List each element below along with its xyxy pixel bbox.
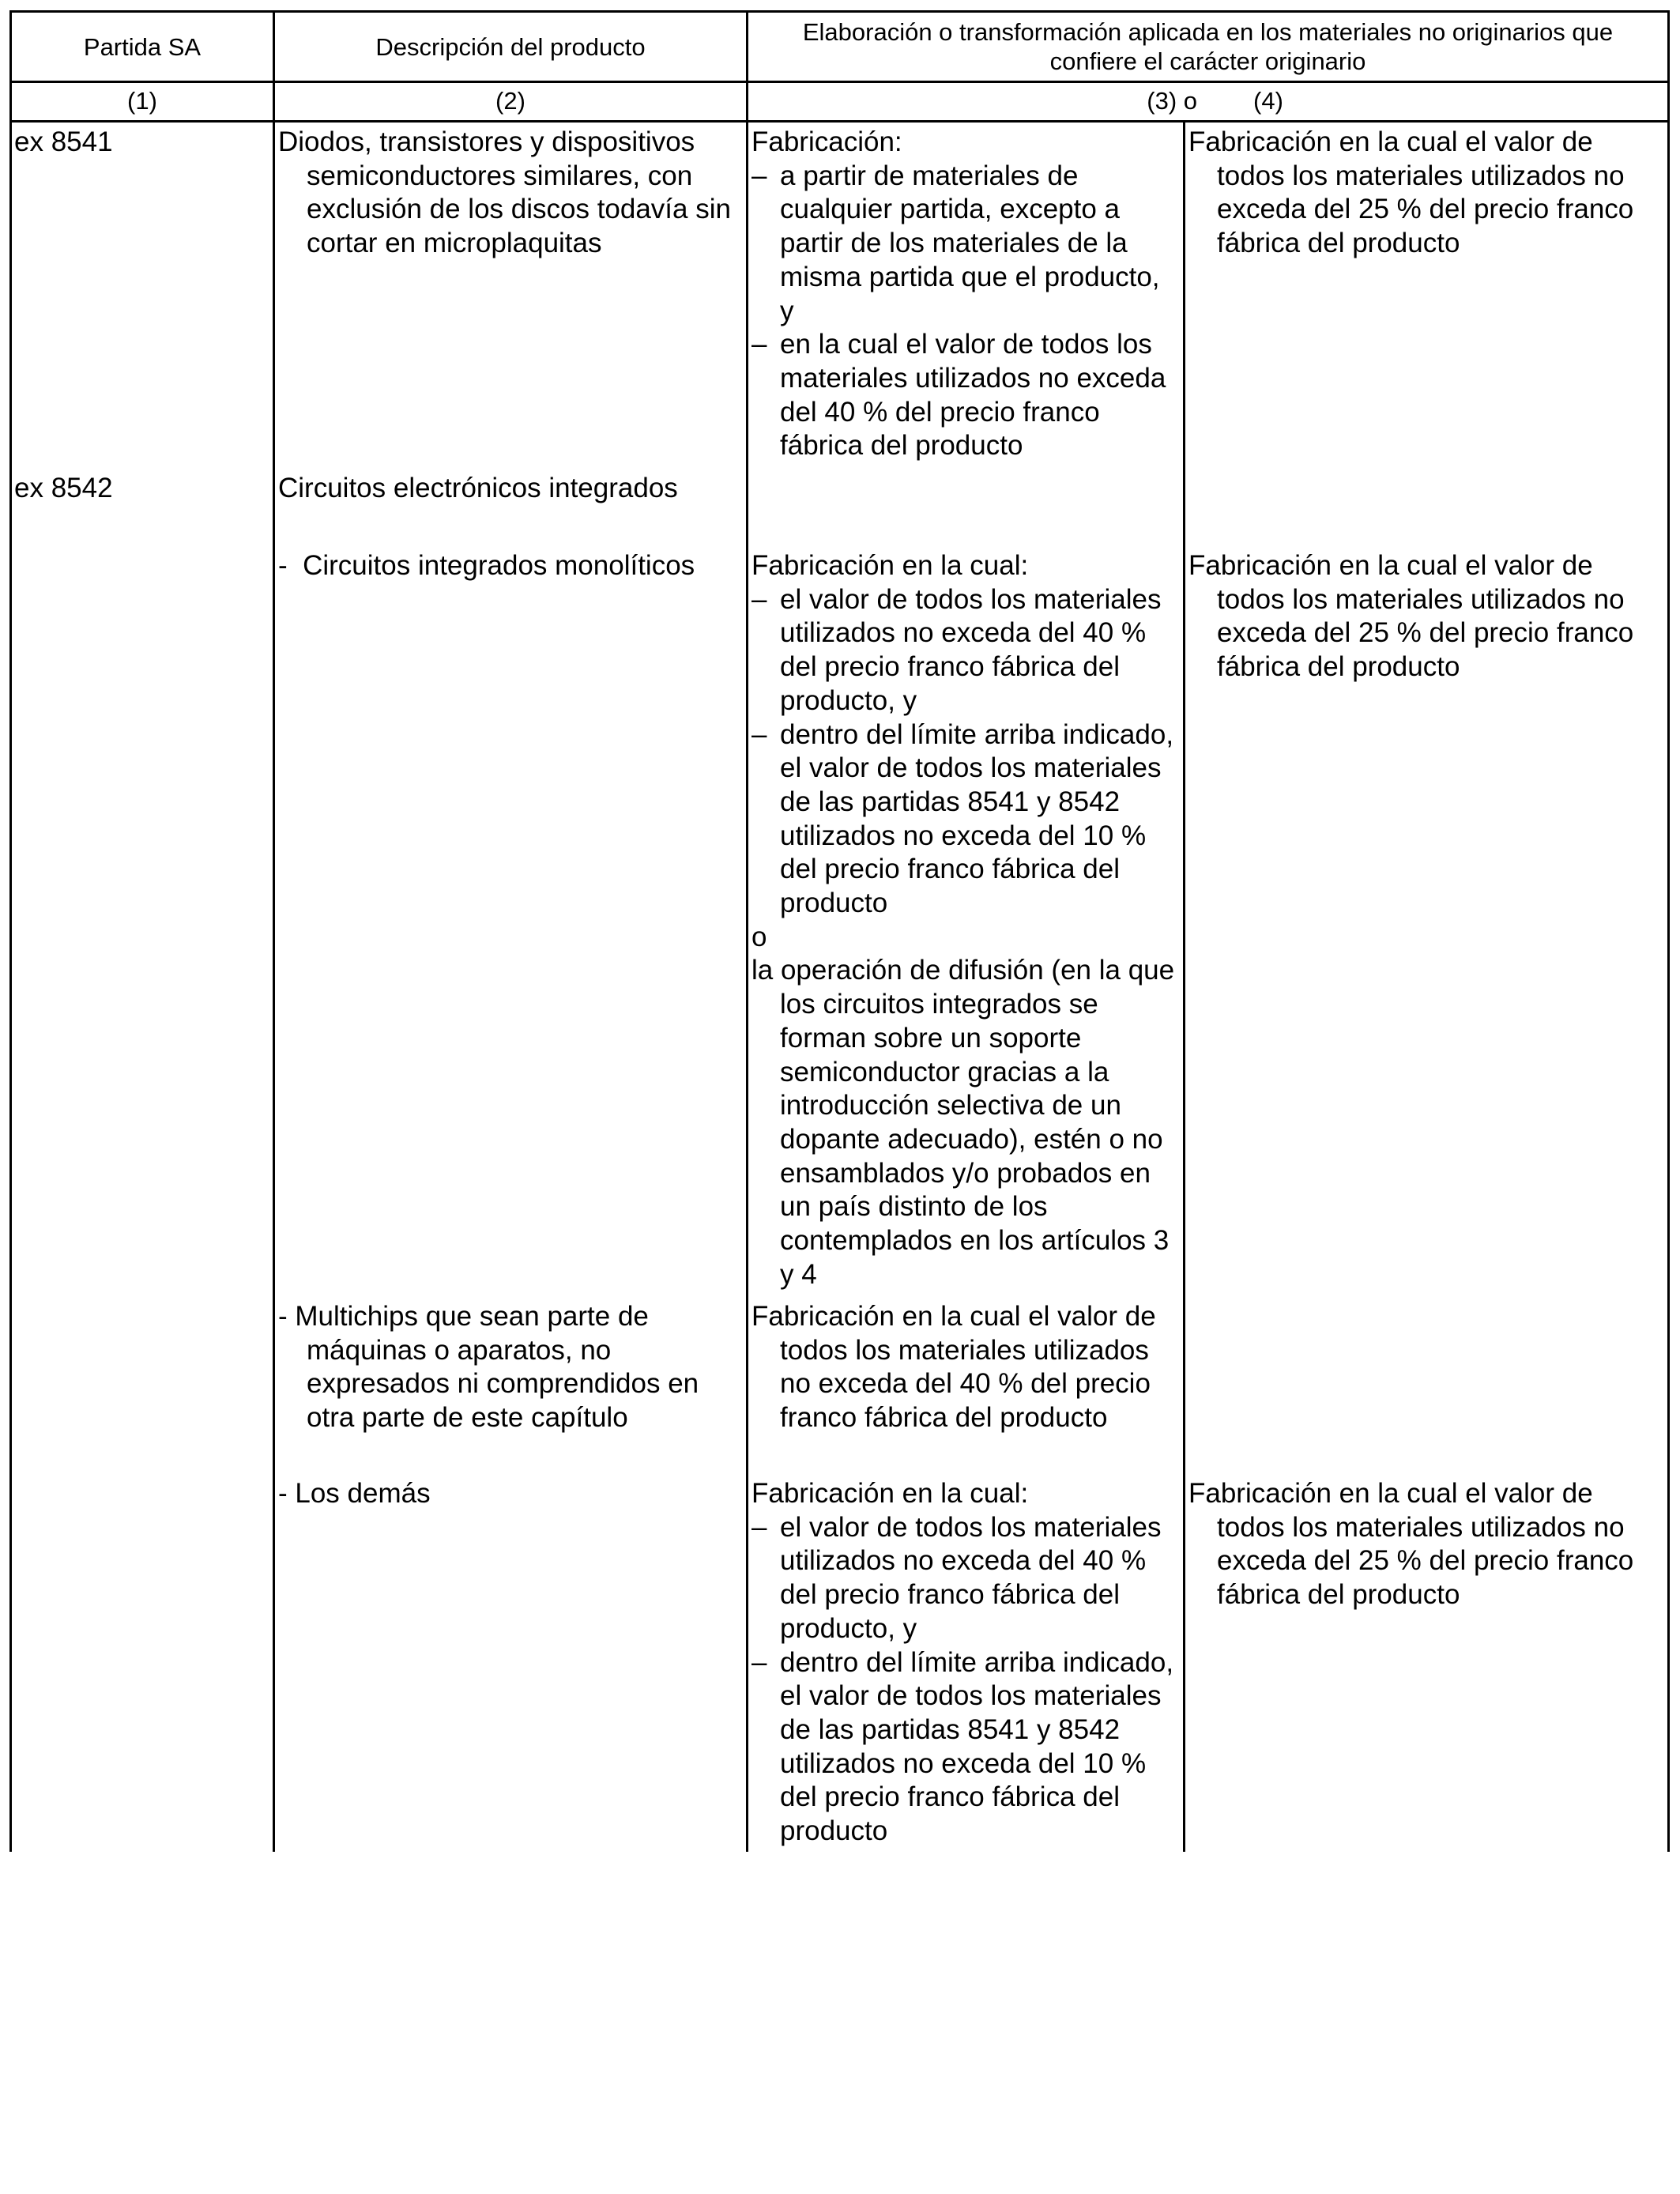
row-8541-partida: ex 8541 (14, 126, 113, 157)
row-8541-col4 (1188, 126, 1664, 261)
column-number-divider (9, 120, 1670, 123)
row-8541-col3-item-1-text: a partir de materiales de cualquier partida, excepto a partir de los materiales de la misma partida que el producto, y (780, 160, 1160, 326)
row-los-demas-col3-intro: Fabricación en la cual: (751, 1478, 1029, 1509)
column-divider-1-2 (273, 10, 275, 1852)
header-divider (9, 81, 1670, 83)
row-monoliticos-col3-intro: Fabricación en la cual: (751, 550, 1029, 581)
row-multichips-descripcion-text: - Multichips que sean parte de máquinas o aparatos, no expresados ni comprendidos en otra parte de este capítulo (278, 1301, 699, 1434)
column-number-1: (1) (127, 87, 157, 115)
column-number-4: (4) (1253, 87, 1283, 115)
row-los-demas-col3-item-1 (751, 1511, 1180, 1646)
row-los-demas-col3-item-2-text: dentro del límite arriba indicado, el valor de todos los materiales de las partidas 8541 y 8542 utilizados no exceda del 10 % del precio franco fábrica del producto (780, 1646, 1174, 1847)
table-border-right (1667, 10, 1670, 1852)
row-monoliticos-col3-item-2 (751, 718, 1180, 921)
row-los-demas-descripcion (278, 1477, 743, 1511)
row-los-demas-col3 (751, 1477, 1180, 1849)
row-8541-col3 (751, 126, 1180, 463)
dash-glyph: – (751, 718, 767, 750)
row-monoliticos-col3-alt: la operación de difusión (en la que los circuitos integrados se forman sobre un soporte semiconductor gracias a la introducción selectiva de un dopante adecuado), estén o no ensamblados y/o probados en un país distinto de los contemplados en los artículos 3 y 4 (751, 955, 1175, 1290)
column-numbers-3-4 (0, 87, 1680, 115)
row-los-demas-col4 (1188, 1477, 1664, 1612)
row-monoliticos-col3-or: o (751, 921, 767, 952)
column-number-3: (3) o (1147, 87, 1197, 115)
column-divider-3-4 (1183, 120, 1185, 1852)
dash-glyph: – (751, 160, 767, 191)
row-los-demas-col4-text: Fabricación en la cual el valor de todos los materiales utilizados no exceda del 25 % del precio franco fábrica del producto (1188, 1478, 1634, 1611)
header-descripcion-producto: Descripción del producto (375, 32, 646, 61)
row-8542-partida: ex 8542 (14, 473, 113, 503)
column-divider-2-3 (746, 10, 748, 1852)
header-partida-sa: Partida SA (83, 32, 202, 61)
header-elaboracion-transformacion: Elaboración o transformación aplicada en los materiales no originarios que confiere el carácter originario (802, 18, 1614, 75)
row-8541-col3-item-1 (751, 160, 1180, 329)
row-monoliticos-col4-text: Fabricación en la cual el valor de todos los materiales utilizados no exceda del 25 % del precio franco fábrica del producto (1188, 550, 1634, 683)
row-8542-descripcion (278, 472, 743, 506)
row-multichips-col3-text: Fabricación en la cual el valor de todos los materiales utilizados no exceda del 40 % del precio franco fábrica del producto (751, 1301, 1156, 1434)
row-8541-col4-text: Fabricación en la cual el valor de todos los materiales utilizados no exceda del 25 % del precio franco fábrica del producto (1188, 126, 1634, 259)
row-monoliticos-col3-item-1 (751, 583, 1180, 718)
dash-glyph: – (751, 329, 767, 360)
row-8541-col3-intro: Fabricación: (751, 126, 902, 157)
column-number-2: (2) (495, 87, 525, 115)
row-8542-descripcion-text: Circuitos electrónicos integrados (278, 473, 678, 503)
table-border-left (9, 10, 12, 1852)
row-monoliticos-col3 (751, 549, 1180, 1291)
row-multichips-descripcion (278, 1300, 743, 1435)
row-8541-col3-item-2 (751, 328, 1180, 463)
row-los-demas-col3-item-1-text: el valor de todos los materiales utilizados no exceda del 40 % del precio franco fábrica del producto, y (780, 1511, 1162, 1644)
dash-glyph: – (751, 583, 767, 615)
row-8541-descripcion (278, 126, 743, 261)
row-8541-col3-item-2-text: en la cual el valor de todos los materiales utilizados no exceda del 40 % del precio franco fábrica del producto (780, 329, 1166, 462)
dash-glyph: – (751, 1646, 767, 1678)
row-8541-descripcion-text: Diodos, transistores y dispositivos semiconductores similares, con exclusión de los discos todavía sin cortar en microplaquitas (278, 126, 731, 259)
row-monoliticos-col4 (1188, 549, 1664, 684)
row-monoliticos-col3-item-1-text: el valor de todos los materiales utilizados no exceda del 40 % del precio franco fábrica del producto, y (780, 583, 1162, 716)
row-monoliticos-descripcion (278, 549, 743, 583)
dash-glyph: – (751, 1511, 767, 1543)
row-monoliticos-descripcion-text: - Circuitos integrados monolíticos (278, 550, 695, 581)
row-multichips-col3 (751, 1300, 1180, 1435)
row-los-demas-col3-item-2 (751, 1646, 1180, 1849)
row-los-demas-descripcion-text: - Los demás (278, 1478, 431, 1509)
row-monoliticos-col3-item-2-text: dentro del límite arriba indicado, el valor de todos los materiales de las partidas 8541 y 8542 utilizados no exceda del 10 % del precio franco fábrica del producto (780, 718, 1174, 919)
